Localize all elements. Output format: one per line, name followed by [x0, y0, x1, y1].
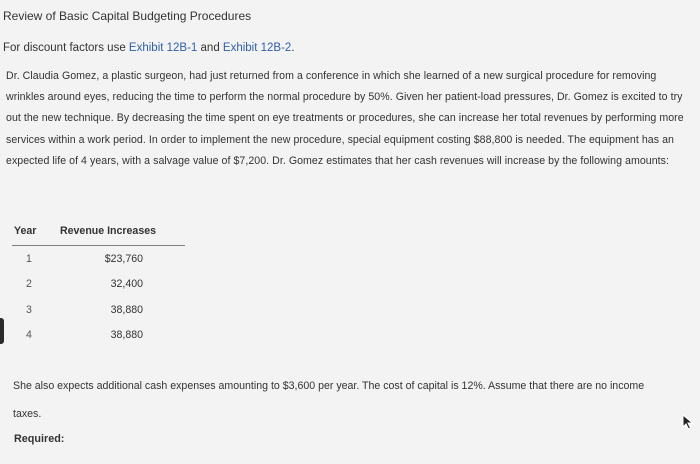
revenue-cell: 32,400	[110, 278, 143, 291]
exhibit-12b-2-link[interactable]: Exhibit 12B-2	[222, 42, 292, 54]
exhibit-12b-1-link[interactable]: Exhibit 12B-1	[128, 42, 198, 54]
table-header-row	[12, 222, 185, 246]
year-column-header: Year	[12, 222, 60, 246]
required-label: Required:	[14, 433, 65, 445]
revenue-cell: 38,880	[110, 329, 143, 342]
revenue-cell: 38,880	[110, 303, 143, 316]
revenue-cell: $23,760	[104, 252, 143, 265]
discount-middle: and	[197, 42, 223, 54]
table-row	[12, 323, 185, 349]
table-row	[12, 297, 185, 323]
mouse-pointer-icon	[682, 414, 696, 430]
discount-suffix: .	[291, 42, 295, 54]
table-row	[12, 246, 185, 272]
year-cell: 3	[26, 303, 32, 316]
revenue-column-header: Revenue Increases	[60, 222, 185, 246]
table-row	[12, 272, 185, 298]
year-cell: 1	[26, 252, 32, 265]
year-cell: 2	[26, 278, 32, 291]
discount-instruction	[3, 42, 295, 54]
page-title: Review of Basic Capital Budgeting Procedures	[3, 9, 252, 23]
expenses-description: She also expects additional cash expenses amounting to $3,600 per year. The cost of capital is 12%. Assume that there are no income taxes.	[13, 380, 645, 420]
problem-description: Dr. Claudia Gomez, a plastic surgeon, had just returned from a conference in which she learned of a new surgical procedure for removing wrinkles around eyes, reducing the time to perform the normal procedure by 50%. Given her patient-load pressures, Dr. Gomez is excited to try out the new technique. By decreasing the time spent on eye treatments or procedures, she can increase her total revenues by performing more services within a work period. In order to implement the new procedure, special equipment costing $88,800 is needed. The equipment has an expected life of 4 years, with a salvage value of $7,200. Dr. Gomez estimates that her cash revenues will increase by the following amounts:	[6, 70, 684, 167]
left-edge-mark	[0, 318, 4, 344]
revenue-table	[12, 222, 185, 348]
year-cell: 4	[26, 329, 32, 342]
discount-prefix: For discount factors use	[3, 42, 129, 54]
